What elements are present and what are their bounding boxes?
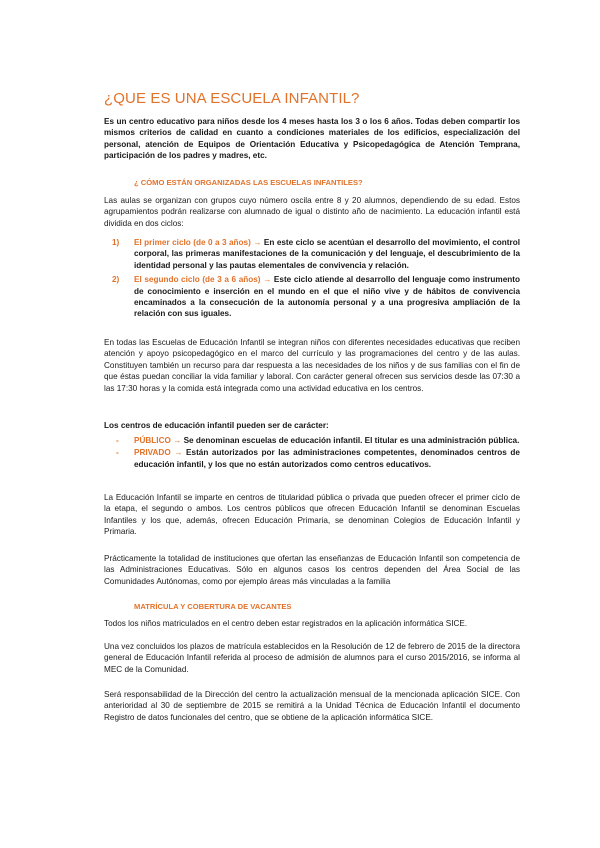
cycle-text: Este ciclo atiende al desarrollo del lenguaje como instrumento de conocimiento e inserción en el mundo en el que el niño vive y de hábitos de convivencia encaminados a la consecución de la autonomía personal y a una progresiva ampliación de la relación con sus iguales. [134,275,520,319]
competencia-paragraph: Prácticamente la totalidad de instituciones que ofertan las enseñanzas de Educación Infantil son competencia de las Administraciones Educativas. Sólo en algunos casos los centros dependen del Área Social de las Comunidades Autónomas, como por ejemplo áreas más vinculadas a la familia [104,554,520,586]
list-item [112,274,520,320]
intro-paragraph: Es un centro educativo para niños desde los 4 meses hasta los 3 o los 6 años. Todas deben compartir los mismos criterios de calidad en cuanto a condiciones materiales de los edificios, especialización del personal, atención de Equipos de Orientación Educativa y Psicopedagógica de Atención Temprana, participación de los padres y madres, etc. [104,117,520,161]
sice-paragraph: Todos los niños matriculados en el centro deben estar registrados en la aplicación informática SICE. [104,619,468,628]
list-number: 2) [112,275,120,285]
list-item [112,237,520,271]
list-dash: - [116,448,119,458]
cycle-text: En este ciclo se acentúan el desarrollo del movimiento, el control corporal, las primeras manifestaciones de la comunicación y del lenguaje, el descubrimiento de la identidad personal y las pautas elementales de convivencia y relación. [134,238,520,270]
type-text: Se denominan escuelas de educación infantil. El titular es una administración pública. [181,436,520,445]
list-item [116,435,520,446]
type-text: Están autorizados por las administraciones competentes, denominados centros de educación infantil, y los que no están autorizados como centros educativos. [134,448,520,469]
types-intro: Los centros de educación infantil pueden ser de carácter: [104,421,329,430]
type-label: PÚBLICO → [134,436,182,445]
cycle-list [112,237,520,323]
section-heading-organizacion: ¿ CÓMO ESTÁN ORGANIZADAS LAS ESCUELAS INFANTILES? [134,178,363,187]
titularidad-paragraph: La Educación Infantil se imparte en centros de titularidad pública o privada que pueden ofrecer el primer ciclo de la etapa, el segundo o ambos. Los centros públicos que ofrecen Educación Infantil se denominan Escuelas Infantiles y los que, además, ofrecen Educación Primaria, se denominan Colegios de Educación Infantil y Primaria. [104,493,520,537]
integration-paragraph: En todas las Escuelas de Educación Infantil se integran niños con diferentes necesidades educativas que reciben atención y apoyo psicopedagógico en el marco del currículo y las programaciones del centro y de las aulas. Constituyen también un recurso para dar respuesta a las necesidades de los niños y de sus familias con el fin de que éstas puedan conciliar la vida familiar y laboral. Con carácter general ofrecen sus servicios desde las 07:30 a las 17:30 horas y la comida está integrada como una actividad educativa en los centros. [104,338,520,393]
organizacion-paragraph: Las aulas se organizan con grupos cuyo número oscila entre 8 y 20 alumnos, dependiendo de su edad. Estos agrupamientos podrán realizarse con alumnado de igual o distinto año de nacimiento. La educación infantil está dividida en dos ciclos: [104,196,520,228]
cycle-label: El segundo ciclo (de 3 a 6 años) → [134,275,272,285]
page-title: ¿QUE ES UNA ESCUELA INFANTIL? [104,90,360,107]
cycle-label: El primer ciclo (de 0 a 3 años) → [134,238,262,247]
section-heading-matricula: MATRÍCULA Y COBERTURA DE VACANTES [134,602,292,611]
type-label: PRIVADO → [134,448,183,458]
responsabilidad-paragraph: Será responsabilidad de la Dirección del centro la actualización mensual de la mencionada aplicación SICE. Con anterioridad al 30 de septiembre de 2015 se remitirá a la Unidad Técnica de Educación Infantil el documento Registro de datos funcionales del centro, que se obtiene de la aplicación informática SICE. [104,690,520,722]
list-dash: - [116,436,119,445]
center-types-list [116,435,520,471]
list-number: 1) [112,238,120,247]
list-item [116,447,520,470]
resolucion-paragraph: Una vez concluidos los plazos de matrícula establecidos en la Resolución de 12 de febrero de 2015 de la directora general de Educación Infantil referida al proceso de admisión de alumnos para el curso 2015/2016, se informa al MEC de la Comunidad. [104,642,520,674]
